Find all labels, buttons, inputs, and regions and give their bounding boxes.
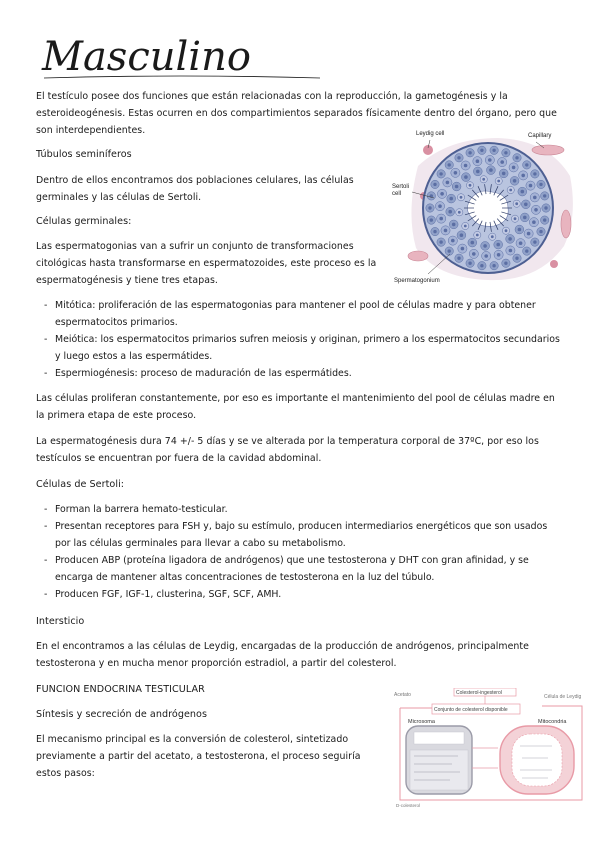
germ-cell-nucleus (533, 240, 536, 243)
germ-cell-nucleus (452, 223, 456, 227)
germ-cell-nucleus (525, 249, 528, 252)
germ-cell-nucleus (523, 216, 527, 220)
germinales-paragraph-3: La espermatogénesis dura 74 +/- 5 días y se ve alterada por la temperatura corporal de 37ºC, por eso los testículos se encuentran por fuera de la cavidad abdominal. (36, 436, 539, 464)
list-item (44, 552, 564, 586)
germ-cell-nucleus (502, 172, 506, 176)
germ-cell-nucleus (468, 151, 471, 154)
germ-cell-nucleus (504, 262, 507, 265)
germ-cell-nucleus (476, 234, 479, 237)
germ-cell-nucleus (539, 230, 542, 233)
germ-cell-nucleus (504, 151, 507, 154)
steroidogenesis-figure (392, 688, 588, 808)
bullet-dash: - (44, 300, 48, 311)
bullet-dash: - (44, 589, 48, 600)
page-title-text: Masculino (42, 34, 251, 80)
label-acetato: Acetato (394, 692, 411, 698)
heading-intersticio: Intersticio (36, 616, 85, 627)
list-item-text: Producen FGF, IGF-1, clusterina, SGF, SCF, AMH. (55, 589, 282, 600)
capillary-shape (532, 145, 564, 155)
seminiferous-tubule-figure (388, 126, 578, 286)
germ-cell-nucleus (521, 190, 525, 194)
germ-cell-nucleus (454, 171, 458, 175)
label-microsoma: Microsoma (408, 719, 435, 725)
list-item (44, 501, 564, 518)
germ-cell-nucleus (440, 192, 444, 196)
intersticio-paragraph: En el encontramos a las células de Leydig, encargadas de la producción de andrógenos, principalmente testosterona y en mucha menor proporción estradiol, a partir del colesterol. (36, 641, 529, 669)
germ-cell-nucleus (428, 206, 431, 209)
heading-sertoli: Células de Sertoli: (36, 479, 125, 490)
germ-cell-nucleus (515, 156, 518, 159)
germ-cell-nucleus (534, 208, 538, 212)
germ-cell-nucleus (472, 252, 476, 256)
germ-cell-nucleus (483, 244, 487, 248)
capillary-shape (561, 210, 571, 238)
germ-cell-nucleus (439, 217, 443, 221)
germ-cell-nucleus (497, 180, 500, 183)
germ-cell-nucleus (518, 228, 522, 232)
germ-cell-nucleus (543, 218, 546, 221)
germ-cell-nucleus (519, 241, 523, 245)
germinales-list (44, 297, 564, 382)
leydig-cell-shape (550, 260, 558, 268)
germ-cell-nucleus (500, 160, 504, 164)
germ-cell-nucleus (438, 204, 442, 208)
germ-cell-nucleus (539, 183, 542, 186)
list-item-text: Producen ABP (proteína ligadora de andrógenos) que une testosterona y DHT con gran afinidad, y se encarga de mantener altas concentraciones de testosterona en la luz del túbulo. (55, 555, 529, 583)
germ-cell-nucleus (471, 241, 475, 245)
germ-cell-nucleus (515, 257, 518, 260)
germinales-paragraph: Las espermatogonias van a sufrir un conjunto de transformaciones citológicas hasta transformarse en espermatozoides, este proceso es la espermatogénesis y tiene tres etapas. (36, 241, 377, 286)
germ-cell-nucleus (448, 249, 451, 252)
list-item (44, 518, 564, 552)
germinales-paragraph-2: Las células proliferan constantemente, por eso es importante el mantenimiento del pool de células madre en la primera etapa de este proceso. (36, 393, 555, 421)
sertoli-list (44, 501, 564, 603)
germ-cell-nucleus (533, 172, 536, 175)
germ-cell-nucleus (461, 247, 465, 251)
germ-cell-nucleus (509, 189, 512, 192)
bullet-dash: - (44, 368, 48, 379)
heading-funcion-endocrina: FUNCION ENDOCRINA TESTICULAR (36, 684, 205, 695)
germ-cell-nucleus (488, 158, 492, 162)
heading-sintesis: Síntesis y secreción de andrógenos (36, 709, 208, 720)
germ-cell-nucleus (532, 220, 536, 224)
germ-cell-nucleus (480, 149, 483, 152)
list-item-text: Meiótica: los espermatocitos primarios sufren meiosis y originan, primero a los espermatocitos secundarios y luego estos a las espermátides. (55, 334, 560, 362)
germ-cell-nucleus (529, 184, 533, 188)
bullet-dash: - (44, 504, 48, 515)
capillary-shape (408, 251, 428, 261)
germ-cell-nucleus (514, 217, 517, 220)
germ-cell-nucleus (513, 179, 517, 183)
germ-cell-nucleus (505, 229, 508, 232)
germ-cell-nucleus (457, 156, 460, 159)
germ-cell-nucleus (439, 172, 442, 175)
germ-cell-nucleus (446, 181, 450, 185)
germ-cell-nucleus (451, 239, 455, 243)
germ-cell-nucleus (448, 163, 451, 166)
germ-cell-nucleus (476, 170, 480, 174)
label-spermatogonium: Spermatogonium (394, 278, 440, 284)
label-leydig-cell: Célula de Leydig (544, 694, 582, 700)
germ-cell-nucleus (460, 233, 464, 237)
germ-cell-nucleus (448, 210, 452, 214)
label-bottom: D-colesterol (396, 803, 421, 808)
germ-cell-nucleus (430, 218, 433, 221)
label-pool: Conjunto de colesterol disponible (434, 707, 508, 713)
germ-cell-nucleus (527, 232, 531, 236)
germ-cell-nucleus (515, 202, 518, 205)
germ-cell-nucleus (444, 229, 448, 233)
germ-cell-nucleus (464, 225, 467, 228)
label-capillary: Capillary (528, 133, 552, 139)
germ-cell-nucleus (460, 196, 463, 199)
leydig-cell-shape (423, 145, 433, 155)
germ-cell-nucleus (544, 206, 547, 209)
germ-cell-nucleus (449, 197, 453, 201)
label-top: Colesterol-ingesterol (456, 690, 502, 696)
germ-cell-nucleus (457, 257, 460, 260)
germ-cell-nucleus (469, 184, 472, 187)
list-item-text: Mitótica: proliferación de las espermatogonias para mantener el pool de células madre y para obtener espermatocitos primarios. (55, 300, 536, 328)
germ-cell-nucleus (433, 230, 436, 233)
bullet-dash: - (44, 521, 48, 532)
intro-paragraph: El testículo posee dos funciones que están relacionadas con la reproducción, la gametogénesis y la esteroideogénesis. Estas ocurren en dos compartimientos separados físicamente dentro del órgano, pero que son interdependientes. (36, 91, 557, 136)
label-leydig: Leydig cell (416, 131, 445, 137)
list-item (44, 586, 564, 603)
germ-cell-nucleus (484, 254, 488, 258)
germ-cell-nucleus (533, 196, 537, 200)
page-title (40, 34, 340, 86)
germ-cell-nucleus (496, 243, 500, 247)
list-item-text: Presentan receptores para FSH y, bajo su estímulo, producen intermediarios energéticos que son usados por las células germinales para llevar a cabo su metabolismo. (55, 521, 548, 549)
germ-cell-nucleus (468, 262, 471, 265)
germ-cell-nucleus (476, 159, 480, 163)
germ-cell-nucleus (464, 164, 468, 168)
germ-cell-nucleus (492, 264, 495, 267)
germ-cell-nucleus (524, 203, 528, 207)
label-sertoli: Sertoli cell (392, 184, 410, 197)
heading-germinales: Células germinales: (36, 216, 132, 227)
germ-cell-nucleus (508, 237, 512, 241)
heading-tubulos: Túbulos seminíferos (36, 149, 132, 160)
germ-cell-nucleus (489, 168, 493, 172)
germ-cell-nucleus (482, 178, 485, 181)
germ-cell-nucleus (491, 235, 494, 238)
list-item (44, 331, 564, 365)
germ-cell-nucleus (509, 249, 513, 253)
germ-cell-nucleus (497, 253, 501, 257)
bullet-dash: - (44, 334, 48, 345)
list-item (44, 365, 564, 382)
germ-cell-nucleus (492, 149, 495, 152)
microsoma-step (414, 732, 464, 744)
germ-cell-nucleus (480, 264, 483, 267)
germ-cell-nucleus (512, 166, 516, 170)
tubulos-paragraph: Dentro de ellos encontramos dos poblaciones celulares, las células germinales y las células de Sertoli. (36, 175, 354, 203)
endocrina-paragraph: El mecanismo principal es la conversión de colesterol, sintetizado previamente a partir del acetato, a testosterona, el proceso seguiría estos pasos: (36, 734, 361, 779)
germ-cell-nucleus (439, 240, 442, 243)
germ-cell-nucleus (525, 163, 528, 166)
label-mitocondria: Mitocondria (538, 719, 567, 725)
list-item-text: Forman la barrera hemato-testicular. (55, 504, 228, 515)
list-item (44, 297, 564, 331)
bullet-dash: - (44, 555, 48, 566)
germ-cell-nucleus (433, 183, 436, 186)
germ-cell-nucleus (458, 211, 461, 214)
germ-cell-nucleus (455, 185, 459, 189)
germ-cell-nucleus (521, 174, 525, 178)
germ-cell-nucleus (543, 194, 546, 197)
germ-cell-nucleus (464, 175, 468, 179)
list-item-text: Espermiogénesis: proceso de maduración de las espermátides. (55, 368, 352, 379)
